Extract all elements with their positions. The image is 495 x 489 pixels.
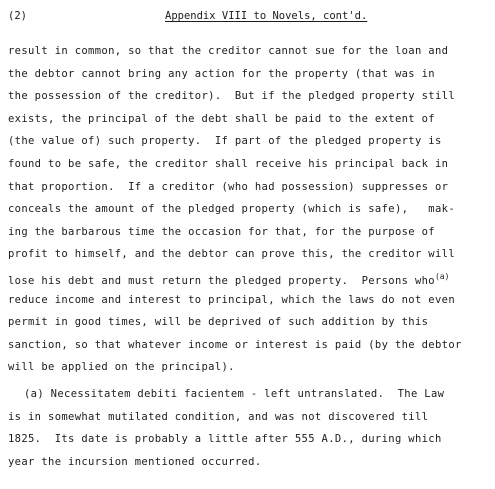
- body-line: exists, the principal of the debt shall be paid to the extent of: [8, 112, 435, 125]
- footnote-line: year the incursion mentioned occurred.: [8, 455, 262, 468]
- body-line: permit in good times, will be deprived of such addition by this: [8, 316, 429, 329]
- page-number: (2): [8, 10, 27, 22]
- body-line: ing the barbarous time the occasion for that, for the purpose of: [8, 225, 435, 238]
- body-line-text: lose his debt and must return the pledged property. Persons who: [8, 274, 435, 287]
- body-line: reduce income and interest to principal, which the laws do not even: [8, 293, 455, 306]
- body-line: will be applied on the principal).: [8, 361, 235, 374]
- body-line: the debtor cannot bring any action for the property (that was in: [8, 67, 435, 80]
- body-line-with-footnote: [8, 266, 492, 289]
- footnote-line: 1825. Its date is probably a little after 555 A.D., during which: [8, 433, 442, 446]
- body-line: result in common, so that the creditor cannot sue for the loan and: [8, 45, 449, 57]
- body-line: the possession of the creditor). But if the pledged property still: [8, 90, 455, 103]
- footnote-line: (a) Necessitatem debiti facientem - left untranslated. The Law: [24, 387, 445, 400]
- footnote-line: is in somewhat mutilated condition, and was not discovered till: [8, 410, 429, 423]
- body-text: [8, 40, 492, 473]
- body-line: (the value of) such property. If part of the pledged property is: [8, 135, 442, 148]
- page-header: [8, 10, 488, 26]
- body-line: that proportion. If a creditor (who had possession) suppresses or: [8, 180, 449, 193]
- running-title: Appendix VIII to Novels, cont'd.: [165, 10, 368, 22]
- body-line: profit to himself, and the debtor can prove this, the creditor will: [8, 248, 455, 261]
- body-line: sanction, so that whatever income or interest is paid (by the debtor: [8, 338, 462, 351]
- body-line: found to be safe, the creditor shall receive his principal back in: [8, 157, 449, 170]
- body-line: conceals the amount of the pledged property (which is safe), mak-: [8, 203, 455, 216]
- footnote-marker: (a): [434, 271, 450, 281]
